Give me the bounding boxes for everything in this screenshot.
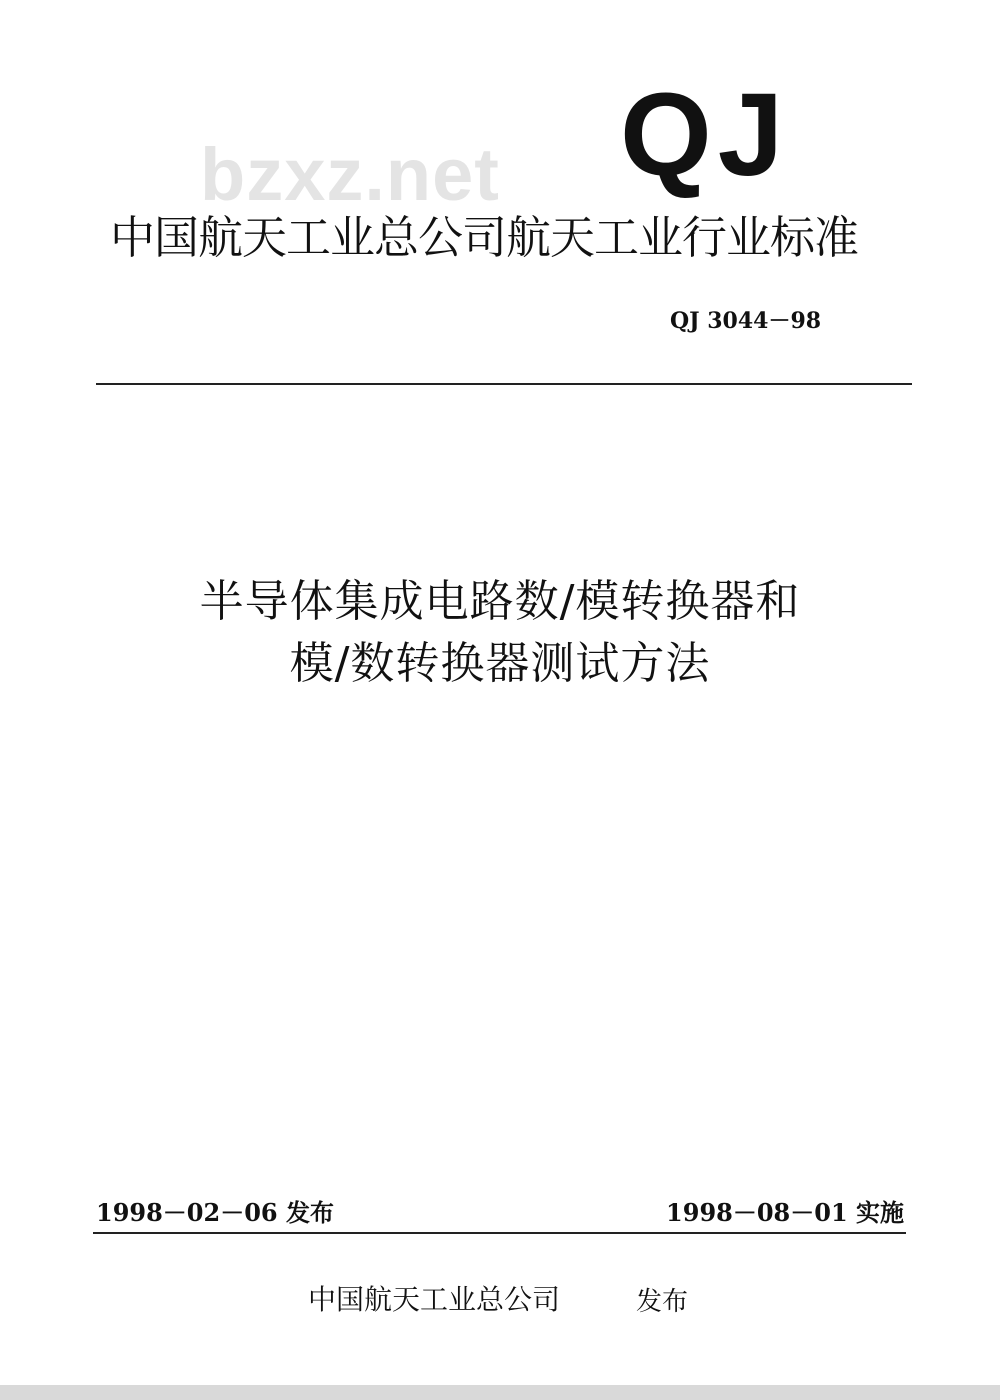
page-bottom-edge (0, 1385, 1000, 1400)
standard-code: QJ 3044－98 (670, 308, 822, 334)
qj-logo: QJ (620, 69, 790, 201)
publisher-action: 发布 (636, 1287, 689, 1317)
implementation-date: 1998－08－01 实施 (666, 1198, 904, 1227)
document-title-line-2: 模/数转换器测试方法 (289, 638, 711, 689)
organization-title: 中国航天工业总公司航天工业行业标准 (110, 211, 859, 264)
top-divider (96, 383, 912, 385)
watermark: bzxz.net (200, 133, 500, 216)
bottom-divider (93, 1232, 906, 1234)
document-title-line-1: 半导体集成电路数/模转换器和 (199, 576, 801, 627)
publisher-name: 中国航天工业总公司 (308, 1283, 561, 1316)
issue-date: 1998－02－06 发布 (96, 1198, 334, 1227)
